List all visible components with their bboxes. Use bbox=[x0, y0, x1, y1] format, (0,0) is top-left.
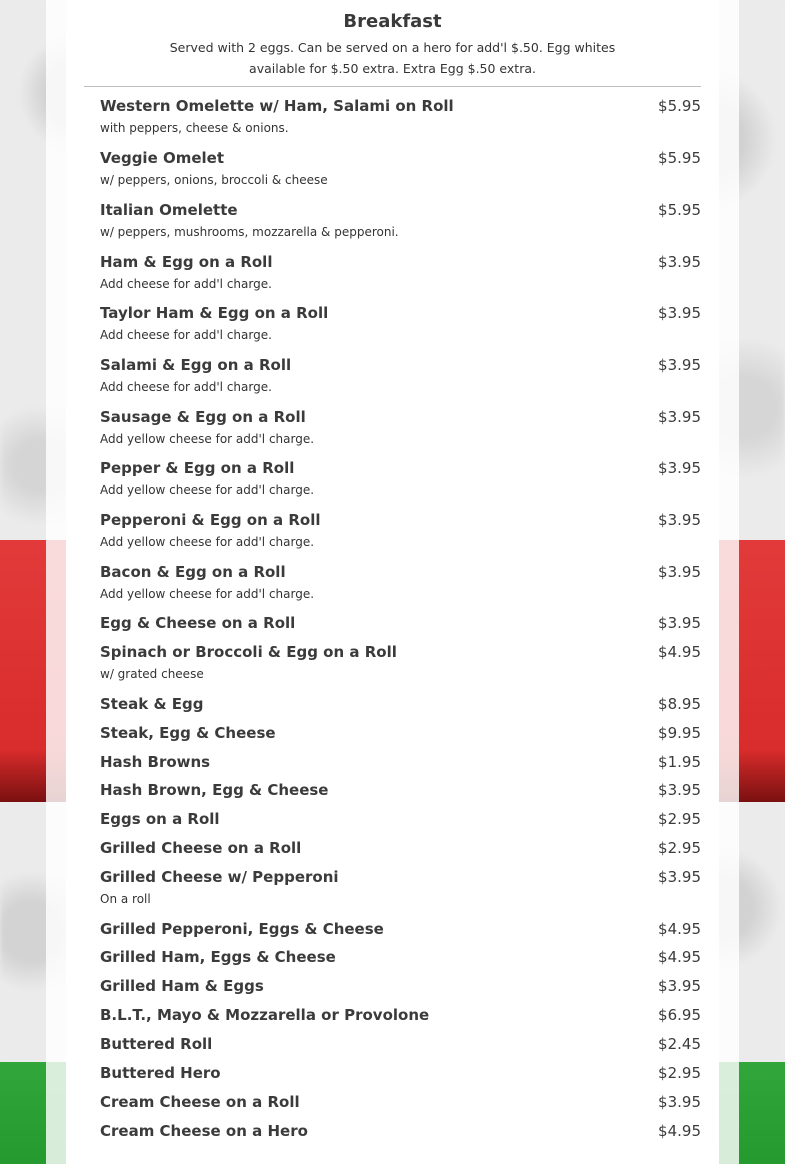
menu-item[interactable] bbox=[100, 510, 701, 550]
menu-item-name: Ham & Egg on a Roll bbox=[100, 253, 273, 271]
menu-item-price: $2.95 bbox=[658, 839, 701, 857]
menu-item-description: Add cheese for add'l charge. bbox=[100, 277, 272, 291]
menu-item-name: Western Omelette w/ Ham, Salami on Roll bbox=[100, 97, 454, 115]
menu-item-price: $3.95 bbox=[658, 511, 701, 529]
menu-item-price: $6.95 bbox=[658, 1006, 701, 1024]
menu-item-name: Eggs on a Roll bbox=[100, 810, 220, 828]
menu-item[interactable] bbox=[100, 976, 701, 996]
section-description: Served with 2 eggs. Can be served on a hero for add'l $.50. Egg whites available for $.50 extra. Extra Egg $.50 extra. bbox=[169, 40, 616, 76]
menu-item-price: $3.95 bbox=[658, 977, 701, 995]
menu-item[interactable] bbox=[100, 694, 701, 714]
menu-item-price: $4.95 bbox=[658, 948, 701, 966]
menu-item-name: Grilled Cheese on a Roll bbox=[100, 839, 302, 857]
menu-item-price: $3.95 bbox=[658, 408, 701, 426]
menu-item[interactable] bbox=[100, 947, 701, 967]
menu-item-price: $2.45 bbox=[658, 1035, 701, 1053]
menu-item-name: Bacon & Egg on a Roll bbox=[100, 563, 286, 581]
menu-item[interactable] bbox=[100, 613, 701, 633]
menu-item-name: Pepper & Egg on a Roll bbox=[100, 459, 295, 477]
menu-item-description: Add yellow cheese for add'l charge. bbox=[100, 483, 315, 497]
menu-item-description: On a roll bbox=[100, 892, 151, 906]
menu-item-price: $8.95 bbox=[658, 695, 701, 713]
menu-item-price: $3.95 bbox=[658, 781, 701, 799]
menu-item-description: w/ grated cheese bbox=[100, 667, 204, 681]
menu-item-name: Steak, Egg & Cheese bbox=[100, 724, 276, 742]
menu-item[interactable] bbox=[100, 809, 701, 829]
menu-item-description: Add yellow cheese for add'l charge. bbox=[100, 535, 315, 549]
menu-item-description: Add cheese for add'l charge. bbox=[100, 380, 272, 394]
menu-item-price: $3.95 bbox=[658, 1093, 701, 1111]
menu-item[interactable] bbox=[100, 1005, 701, 1025]
menu-item-name: Grilled Ham, Eggs & Cheese bbox=[100, 948, 336, 966]
menu-item-row bbox=[100, 947, 701, 967]
menu-item-name: Grilled Pepperoni, Eggs & Cheese bbox=[100, 920, 384, 938]
menu-item-row bbox=[100, 780, 701, 800]
menu-item-name: Sausage & Egg on a Roll bbox=[100, 408, 306, 426]
menu-item-name: Grilled Ham & Eggs bbox=[100, 977, 264, 995]
menu-item-name: Egg & Cheese on a Roll bbox=[100, 614, 296, 632]
menu-item-name: Spinach or Broccoli & Egg on a Roll bbox=[100, 643, 397, 661]
menu-item-row bbox=[100, 510, 701, 530]
menu-item-price: $3.95 bbox=[658, 304, 701, 322]
menu-item-row bbox=[100, 458, 701, 478]
menu-item-price: $9.95 bbox=[658, 724, 701, 742]
menu-item[interactable] bbox=[100, 148, 701, 188]
menu-item-row bbox=[100, 562, 701, 582]
menu-item[interactable] bbox=[100, 200, 701, 240]
menu-item-description: Add yellow cheese for add'l charge. bbox=[100, 587, 315, 601]
menu-item-name: Cream Cheese on a Hero bbox=[100, 1122, 308, 1140]
menu-item[interactable] bbox=[100, 252, 701, 292]
menu-item-name: Steak & Egg bbox=[100, 695, 204, 713]
menu-item-row bbox=[100, 200, 701, 220]
menu-item-name: B.L.T., Mayo & Mozzarella or Provolone bbox=[100, 1006, 430, 1024]
menu-item-price: $2.95 bbox=[658, 1064, 701, 1082]
menu-item-row bbox=[100, 1092, 701, 1112]
menu-item[interactable] bbox=[100, 303, 701, 343]
menu-item[interactable] bbox=[100, 1063, 701, 1083]
menu-item-name: Pepperoni & Egg on a Roll bbox=[100, 511, 321, 529]
menu-item-name: Buttered Roll bbox=[100, 1035, 213, 1053]
menu-item-row bbox=[100, 613, 701, 633]
menu-item-name: Hash Brown, Egg & Cheese bbox=[100, 781, 329, 799]
menu-item[interactable] bbox=[100, 780, 701, 800]
menu-item[interactable] bbox=[100, 562, 701, 602]
menu-item-row bbox=[100, 407, 701, 427]
menu-item-price: $5.95 bbox=[658, 201, 701, 219]
menu-item-description: w/ peppers, mushrooms, mozzarella & pepperoni. bbox=[100, 225, 399, 239]
menu-item-row bbox=[100, 252, 701, 272]
menu-item-row bbox=[100, 1034, 701, 1054]
menu-item-price: $3.95 bbox=[658, 253, 701, 271]
menu-item-price: $3.95 bbox=[658, 356, 701, 374]
menu-item[interactable] bbox=[100, 642, 701, 682]
menu-item[interactable] bbox=[100, 919, 701, 939]
menu-item-price: $2.95 bbox=[658, 810, 701, 828]
menu-item-row bbox=[100, 642, 701, 662]
menu-item-price: $5.95 bbox=[658, 149, 701, 167]
section-divider bbox=[84, 86, 701, 87]
menu-item-row bbox=[100, 96, 701, 116]
breakfast-menu bbox=[84, 0, 701, 1164]
menu-item-name: Grilled Cheese w/ Pepperoni bbox=[100, 868, 339, 886]
menu-item-row bbox=[100, 355, 701, 375]
menu-item[interactable] bbox=[100, 458, 701, 498]
menu-item[interactable] bbox=[100, 1121, 701, 1141]
menu-item[interactable] bbox=[100, 1034, 701, 1054]
menu-item[interactable] bbox=[100, 867, 701, 907]
menu-item-row bbox=[100, 838, 701, 858]
menu-item-row bbox=[100, 867, 701, 887]
section-title: Breakfast bbox=[343, 11, 442, 32]
menu-item-name: Hash Browns bbox=[100, 753, 211, 771]
menu-item[interactable] bbox=[100, 838, 701, 858]
menu-item-row bbox=[100, 148, 701, 168]
menu-item-description: Add yellow cheese for add'l charge. bbox=[100, 432, 315, 446]
menu-item[interactable] bbox=[100, 723, 701, 743]
menu-item-price: $4.95 bbox=[658, 643, 701, 661]
menu-item[interactable] bbox=[100, 355, 701, 395]
menu-item-price: $5.95 bbox=[658, 97, 701, 115]
menu-item-name: Cream Cheese on a Roll bbox=[100, 1093, 300, 1111]
menu-item[interactable] bbox=[100, 96, 701, 136]
menu-item-row bbox=[100, 919, 701, 939]
menu-item-name: Veggie Omelet bbox=[100, 149, 225, 167]
menu-item-row bbox=[100, 1063, 701, 1083]
menu-item-row bbox=[100, 1005, 701, 1025]
menu-item-price: $3.95 bbox=[658, 614, 701, 632]
menu-item-price: $3.95 bbox=[658, 459, 701, 477]
menu-item-description: with peppers, cheese & onions. bbox=[100, 121, 289, 135]
menu-item-description: w/ peppers, onions, broccoli & cheese bbox=[100, 173, 328, 187]
menu-item-row bbox=[100, 976, 701, 996]
menu-item-row bbox=[100, 723, 701, 743]
menu-item[interactable] bbox=[100, 752, 701, 772]
menu-item-row bbox=[100, 694, 701, 714]
menu-item-row bbox=[100, 303, 701, 323]
menu-item-row bbox=[100, 1121, 701, 1141]
menu-item-price: $4.95 bbox=[658, 920, 701, 938]
menu-item[interactable] bbox=[100, 1092, 701, 1112]
menu-item-name: Italian Omelette bbox=[100, 201, 238, 219]
menu-item[interactable] bbox=[100, 407, 701, 447]
menu-item-price: $4.95 bbox=[658, 1122, 701, 1140]
menu-item-price: $3.95 bbox=[658, 868, 701, 886]
menu-item-name: Salami & Egg on a Roll bbox=[100, 356, 292, 374]
menu-item-price: $3.95 bbox=[658, 563, 701, 581]
menu-item-name: Taylor Ham & Egg on a Roll bbox=[100, 304, 329, 322]
menu-item-price: $1.95 bbox=[658, 753, 701, 771]
menu-item-description: Add cheese for add'l charge. bbox=[100, 328, 272, 342]
menu-item-row bbox=[100, 809, 701, 829]
menu-item-row bbox=[100, 752, 701, 772]
menu-item-name: Buttered Hero bbox=[100, 1064, 221, 1082]
